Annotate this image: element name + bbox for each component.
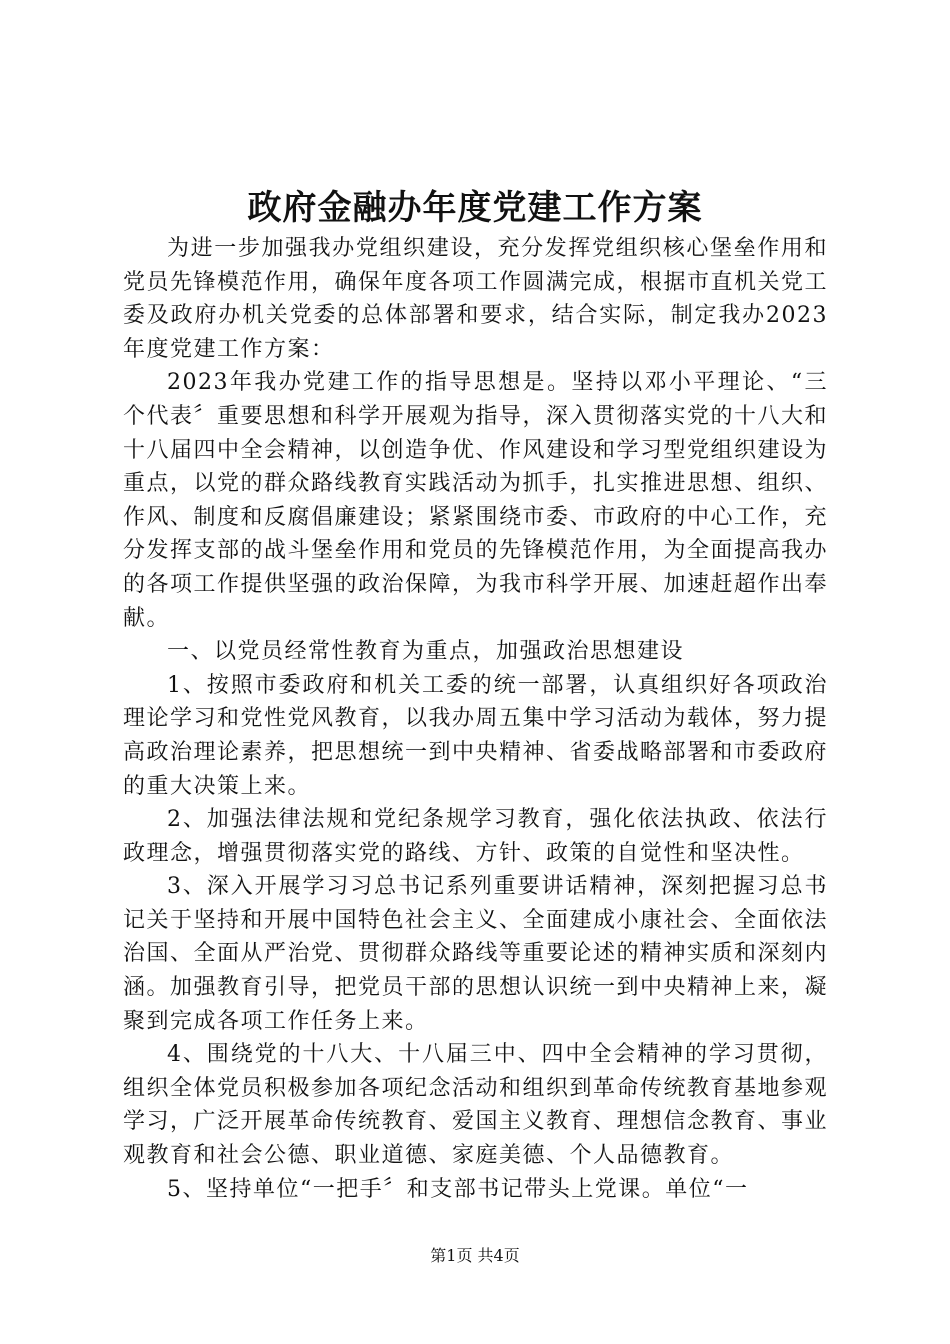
document-body	[123, 232, 828, 1206]
paragraph-item-1: 1、按照市委政府和机关工委的统一部署，认真组织好各项政治理论学习和党性党风教育，以我办周五集中学习活动为载体，努力提高政治理论素养，把思想统一到中央精神、省委战略部署和市委政府的重大决策上来。	[123, 672, 829, 799]
section-heading-1: 一、以党员经常性教育为重点，加强政治思想建设	[167, 639, 685, 665]
page-number-footer: 第1页 共4页	[430, 1246, 520, 1265]
paragraph-item-2: 2、加强法律法规和党纪条规学习教育，强化依法执政、依法行政理念，增强贯彻落实党的路线、方针、政策的自觉性和坚决性。	[123, 807, 828, 866]
paragraph-guiding-thought: 2023年我办党建工作的指导思想是。坚持以邓小平理论、“三个代表〞重要思想和科学开展观为指导，深入贯彻落实党的十八大和十八届四中全会精神，以创造争优、作风建设和学习型党组织建设为重点，以党的群众路线教育实践活动为抓手，扎实推进思想、组织、作风、制度和反腐倡廉建设；紧紧围绕市委、市政府的中心工作，充分发挥支部的战斗堡垒作用和党员的先锋模范作用，为全面提高我办的各项工作提供坚强的政治保障，为我市科学开展、加速赶超作出奉献。	[123, 370, 829, 631]
paragraph-item-5: 5、坚持单位“一把手〞和支部书记带头上党课。单位“一	[167, 1176, 749, 1202]
document-title: 政府金融办年度党建工作方案	[247, 188, 703, 228]
paragraph-intro: 为进一步加强我办党组织建设，充分发挥党组织核心堡垒作用和党员先锋模范作用，确保年度各项工作圆满完成，根据市直机关党工委及政府办机关党委的总体部署和要求，结合实际，制定我办2023年度党建工作方案：	[123, 236, 829, 362]
paragraph-item-3: 3、深入开展学习习总书记系列重要讲话精神，深刻把握习总书记关于坚持和开展中国特色社会主义、全面建成小康社会、全面依法治国、全面从严治党、贯彻群众路线等重要论述的精神实质和深刻内涵。加强教育引导，把党员干部的思想认识统一到中央精神上来，凝聚到完成各项工作任务上来。	[123, 874, 829, 1034]
paragraph-item-4: 4、围绕党的十八大、十八届三中、四中全会精神的学习贯彻，组织全体党员积极参加各项纪念活动和组织到革命传统教育基地参观学习，广泛开展革命传统教育、爱国主义教育、理想信念教育、事业观教育和社会公德、职业道德、家庭美德、个人品德教育。	[123, 1042, 829, 1169]
